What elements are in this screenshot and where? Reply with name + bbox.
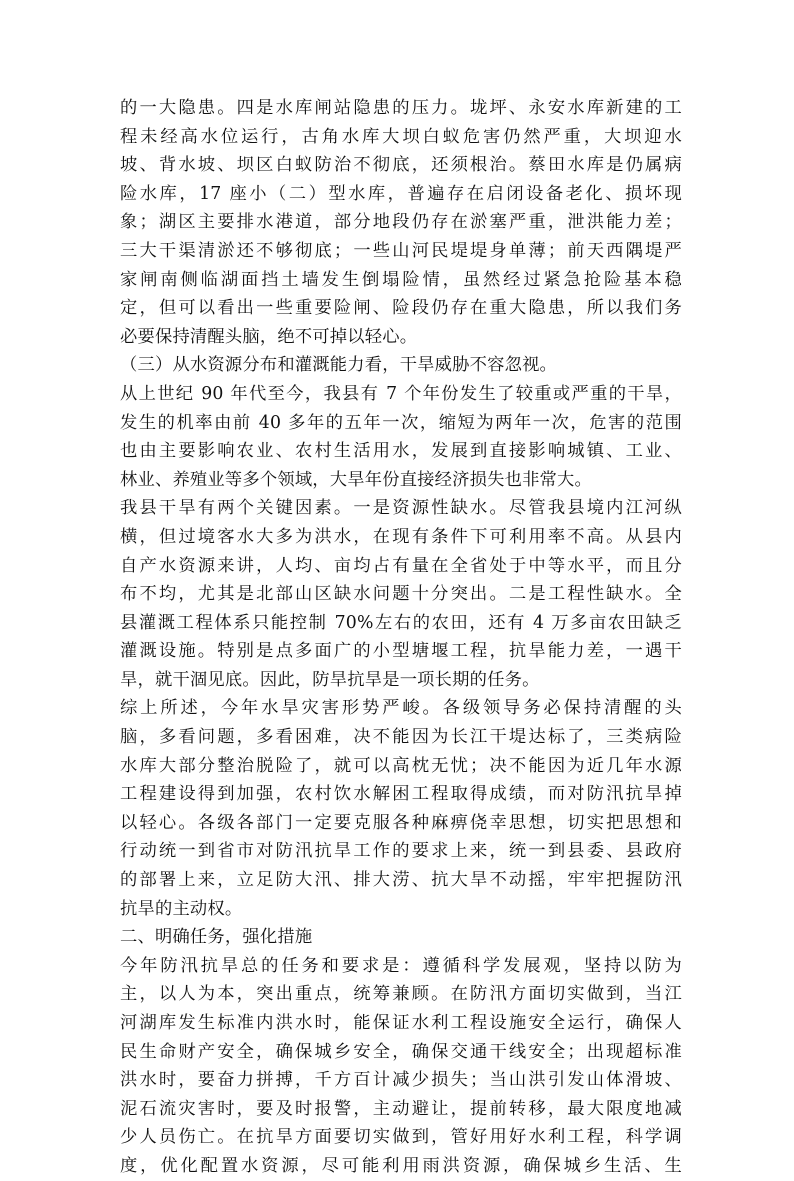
text-line: 的一大隐患。四是水库闸站隐患的压力。垅坪、永安水库新建的工 <box>120 98 682 118</box>
text-line: 必要保持清醒头脑，绝不可掉以轻心。 <box>120 326 418 347</box>
text-line: 也由主要影响农业、农村生活用水，发展到直接影响城镇、工业、 <box>120 441 682 462</box>
document-page <box>120 94 682 1181</box>
text-line: 县灌溉工程体系只能控制 70%左右的农田，还有 4 万多亩农田缺乏 <box>120 612 682 633</box>
text-line: 综上所述，今年水旱灾害形势严峻。各级领导务必保持清醒的头 <box>120 698 682 719</box>
text-line: 今年防汛抗旱总的任务和要求是：遵循科学发展观，坚持以防为 <box>120 955 682 976</box>
text-line: 少人员伤亡。在抗旱方面要切实做到，管好用好水利工程，科学调 <box>120 1127 682 1148</box>
text-line: 坡、背水坡、坝区白蚁防治不彻底，还须根治。蔡田水库是仍属病 <box>120 155 682 176</box>
text-line: 河湖库发生标准内洪水时，能保证水利工程设施安全运行，确保人 <box>120 1013 682 1033</box>
text-line: 二、明确任务，强化措施 <box>120 927 313 948</box>
text-line: 脑，多看问题，多看困难，决不能因为长江干堤达标了，三类病险 <box>120 727 682 748</box>
text-line: 灌溉设施。特别是点多面广的小型塘堰工程，抗旱能力差，一遇干 <box>120 641 682 662</box>
text-line: 林业、养殖业等多个领域，大旱年份直接经济损失也非常大。 <box>120 469 592 490</box>
text-line: 自产水资源来讲，人均、亩均占有量在全省处于中等水平，而且分 <box>120 555 682 576</box>
text-line: 象；湖区主要排水港道，部分地段仍存在淤塞严重，泄洪能力差； <box>120 212 682 233</box>
text-line: 主，以人为本，突出重点，统筹兼顾。在防汛方面切实做到，当江 <box>120 984 682 1005</box>
text-line: 洪水时，要奋力拼搏，千方百计减少损失；当山洪引发山体滑坡、 <box>120 1070 682 1091</box>
text-line: 定，但可以看出一些重要险闸、险段仍存在重大隐患，所以我们务 <box>120 298 682 319</box>
text-line: 度，优化配置水资源，尽可能利用雨洪资源，确保城乡生活、生 <box>120 1155 682 1176</box>
text-line: 三大干渠清淤还不够彻底；一些山河民堤堤身单薄；前天西隅堤严 <box>120 240 682 261</box>
text-line: 民生命财产安全，确保城乡安全，确保交通干线安全；出现超标准 <box>120 1041 682 1062</box>
text-line: 抗旱的主动权。 <box>120 898 243 919</box>
text-line: 程未经高水位运行，古角水库大坝白蚁危害仍然严重，大坝迎水 <box>120 126 682 147</box>
text-line: 横，但过境客水大多为洪水，在现有条件下可利用率不高。从县内 <box>120 526 682 547</box>
text-line: 以轻心。各级各部门一定要克服各种麻痹侥幸思想，切实把思想和 <box>120 812 682 833</box>
text-line: 工程建设得到加强，农村饮水解困工程取得成绩，而对防汛抗旱掉 <box>120 784 682 805</box>
text-line: 发生的机率由前 40 多年的五年一次，缩短为两年一次，危害的范围 <box>120 412 682 433</box>
text-line: （三）从水资源分布和灌溉能力看，干旱威胁不容忽视。 <box>120 355 558 376</box>
text-line: 旱，就干涸见底。因此，防旱抗旱是一项长期的任务。 <box>120 669 540 690</box>
text-line: 的部署上来，立足防大汛、排大涝、抗大旱不动摇，牢牢把握防汛 <box>120 870 682 891</box>
text-line: 布不均，尤其是北部山区缺水问题十分突出。二是工程性缺水。全 <box>120 584 682 605</box>
text-line: 从上世纪 90 年代至今，我县有 7 个年份发生了较重或严重的干旱， <box>120 383 682 404</box>
text-line: 水库大部分整治脱险了，就可以高枕无忧；决不能因为近几年水源 <box>120 755 682 776</box>
text-line: 家闸南侧临湖面挡土墙发生倒塌险情，虽然经过紧急抢险基本稳 <box>120 269 682 290</box>
text-line: 险水库，17 座小（二）型水库，普遍存在启闭设备老化、损坏现 <box>120 183 682 204</box>
text-line: 我县干旱有两个关键因素。一是资源性缺水。尽管我县境内江河纵 <box>120 498 682 519</box>
text-line: 泥石流灾害时，要及时报警，主动避让，提前转移，最大限度地减 <box>120 1098 682 1119</box>
text-line: 行动统一到省市对防汛抗旱工作的要求上来，统一到县委、县政府 <box>120 841 682 862</box>
